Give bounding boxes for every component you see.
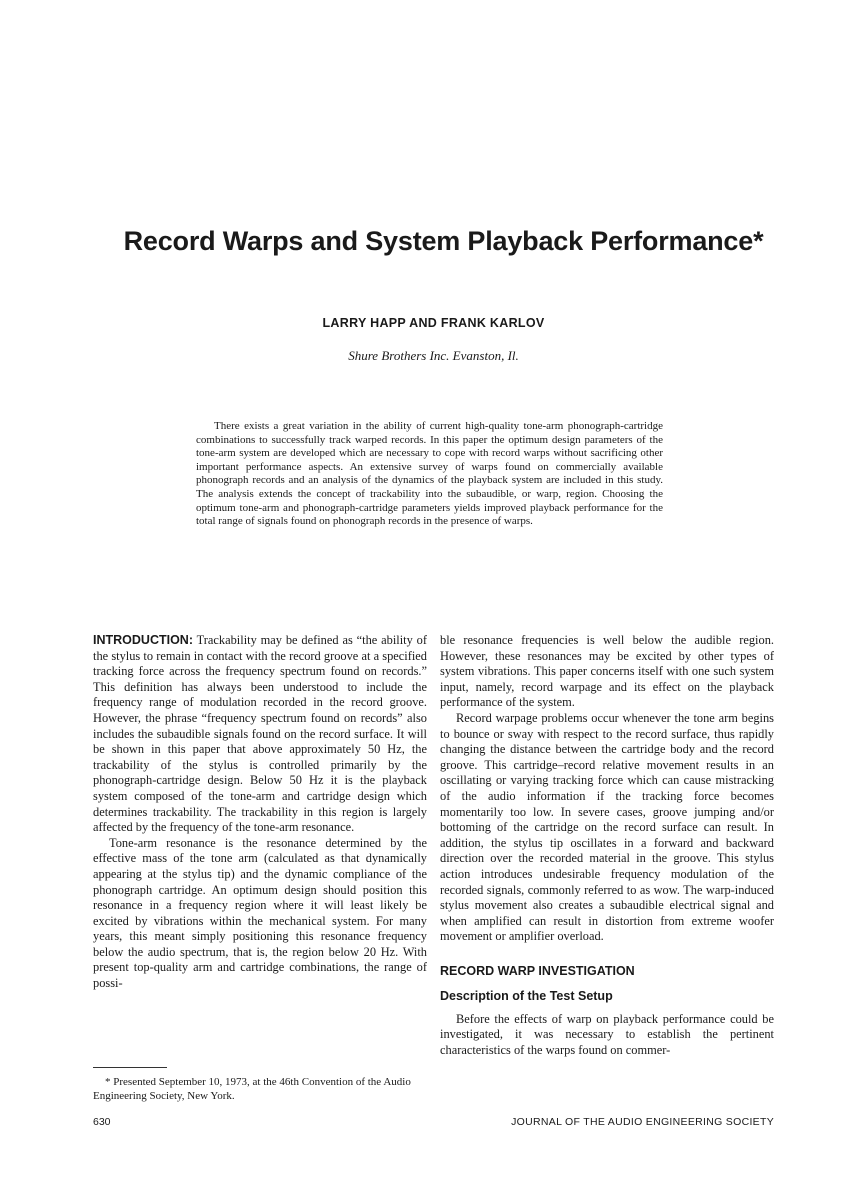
section-heading: RECORD WARP INVESTIGATION: [440, 963, 635, 978]
subsection-heading: Description of the Test Setup: [440, 988, 613, 1003]
body-paragraph: Record warpage problems occur whenever the tone arm begins to bounce or sway with respect to the record surface, thus rapidly changing the distance between the cartridge body and the record groove. This cartridge–record relative movement results in an oscillating or varying tracking force which can cause mistracking of the audio information if the tracking force becomes momentarily too low. In severe cases, groove jumping and/or bottoming of the cartridge on the record surface can result. In addition, the stylus tip oscillates in a forward and backward direction over the recorded material in the groove. This stylus action introduces undesirable frequency modulation of the recorded signals, commonly referred to as wow. The warp-induced stylus movement also creates a subaudible electrical signal and when amplified can result in distortion from extreme woofer movement or amplifier overload.: [440, 710, 774, 944]
journal-name: JOURNAL OF THE AUDIO ENGINEERING SOCIETY: [511, 1116, 774, 1128]
intro-text: Trackability may be defined as “the ability of the stylus to remain in contact with the record groove at a specified tracking force across the frequency spectrum found on records.” This definition has always been understood to include the frequency range of modulation recorded in the record groove. However, the phrase “frequency spectrum found on records” also includes the subaudible signals found on the record surface. It will be shown in this paper that above approximately 50 Hz, the trackability of the stylus is controlled primarily by the phonograph-cartridge design. Below 50 Hz it is the playback system composed of the tone-arm and cartridge design which determines trackability. The trackability in this region is largely affected by the frequency of the tone-arm resonance.: [93, 633, 428, 835]
author-affiliation: Shure Brothers Inc. Evanston, Il.: [348, 348, 519, 363]
author-names: LARRY HAPP AND FRANK KARLOV: [322, 316, 545, 330]
abstract: There exists a great variation in the ability of current high-quality tone-arm phonograph-cartridge combinations to successfully track warped records. In this paper the optimum design parameters of the tone-arm system are developed which are necessary to cope with record warps without sacrificing other important performance aspects. An extensive survey of warps found on commercially available phonograph records and an analysis of the dynamics of the playback system are included in this study. The analysis extends the concept of trackability into the subaudible, or warp, region. Choosing the optimum tone-arm and phonograph-cartridge parameters yields improved playback performance for the total range of signals found on phonograph records in the presence of warps.: [196, 420, 663, 528]
paper-title: Record Warps and System Playback Performance*: [123, 226, 764, 256]
body-paragraph: Tone-arm resonance is the resonance determined by the effective mass of the tone arm (calculated as that dynamically appearing at the stylus tip) and the dynamic compliance of the phonograph cartridge. An optimum design should position this resonance in a frequency region where it will least likely be excited by vibrations within the mechanical system. For many years, this meant simply positioning this resonance frequency below the audio spectrum, that is, the region below 20 Hz. With present top-quality arm and cartridge combinations, the range of possi-: [93, 835, 427, 991]
body-paragraph: Before the effects of warp on playback performance could be investigated, it was necessary to establish the pertinent characteristics of the warps found on commer-: [440, 1011, 774, 1058]
intro-heading: INTRODUCTION:: [93, 633, 193, 647]
footnote: * Presented September 10, 1973, at the 46th Convention of the Audio Engineering Society, New York.: [93, 1076, 411, 1102]
left-column: [93, 633, 427, 992]
intro-paragraph: [93, 633, 427, 836]
body-paragraph: ble resonance frequencies is well below the audible region. However, these resonances may be excited by other types of system vibrations. This paper concerns itself with one such system input, namely, record warpage and its effect on the playback performance of the system.: [440, 633, 774, 710]
page-number: 630: [93, 1116, 111, 1128]
footnote-divider: [93, 1067, 167, 1068]
right-column: [440, 633, 774, 1059]
